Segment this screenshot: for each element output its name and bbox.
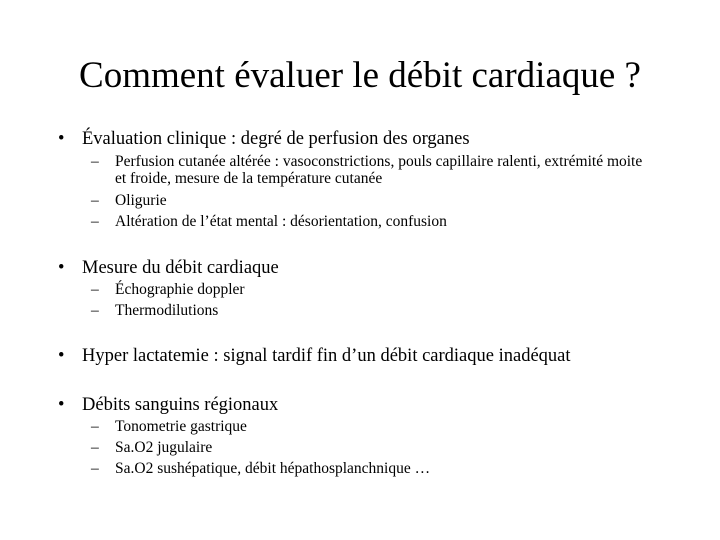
bullet-glyph: • <box>58 129 65 149</box>
bullet-text: Hyper lactatemie : signal tardif fin d’un débit cardiaque inadéquat <box>82 346 571 366</box>
dash-glyph: – <box>91 302 99 319</box>
sub-item-jugular-sao2 <box>91 439 651 456</box>
sub-item-thermodilution <box>91 302 651 319</box>
sub-item-text: Thermodilutions <box>115 302 219 319</box>
sub-item-text: Altération de l’état mental : désorientation, confusion <box>115 213 447 230</box>
sub-item-oliguria <box>91 192 651 209</box>
sub-item-doppler <box>91 281 651 298</box>
bullet-glyph: • <box>58 346 65 366</box>
sub-item-gastric-tonometry <box>91 418 651 435</box>
slide-title: Comment évaluer le débit cardiaque ? <box>79 55 641 96</box>
dash-glyph: – <box>91 153 99 170</box>
bullet-glyph: • <box>58 395 65 415</box>
dash-glyph: – <box>91 281 99 298</box>
bullet-hyperlactatemia <box>58 345 571 367</box>
sub-item-text: Tonometrie gastrique <box>115 418 247 435</box>
sub-item-skin-perfusion <box>91 153 651 187</box>
bullet-text: Débits sanguins régionaux <box>82 395 279 415</box>
bullet-text: Évaluation clinique : degré de perfusion des organes <box>82 129 470 149</box>
dash-glyph: – <box>91 192 99 209</box>
bullet-text: Mesure du débit cardiaque <box>82 258 279 278</box>
sub-item-text: Sa.O2 jugulaire <box>115 439 213 456</box>
bullet-glyph: • <box>58 258 65 278</box>
dash-glyph: – <box>91 418 99 435</box>
dash-glyph: – <box>91 213 99 230</box>
bullet-regional-blood-flow <box>58 394 278 416</box>
sub-item-text: Oligurie <box>115 192 167 209</box>
sub-item-text: Sa.O2 sushépatique, débit hépathosplanchnique … <box>115 460 431 477</box>
sub-item-mental-state <box>91 213 651 230</box>
sub-item-hepatic-sao2 <box>91 460 651 477</box>
sub-item-text: Perfusion cutanée altérée : vasoconstrictions, pouls capillaire ralenti, extrémité moite et froide, mesure de la température cutanée <box>115 153 643 187</box>
dash-glyph: – <box>91 439 99 456</box>
bullet-clinical-evaluation <box>58 128 470 150</box>
dash-glyph: – <box>91 460 99 477</box>
sub-item-text: Échographie doppler <box>115 281 245 298</box>
bullet-cardiac-output-measure <box>58 257 279 279</box>
